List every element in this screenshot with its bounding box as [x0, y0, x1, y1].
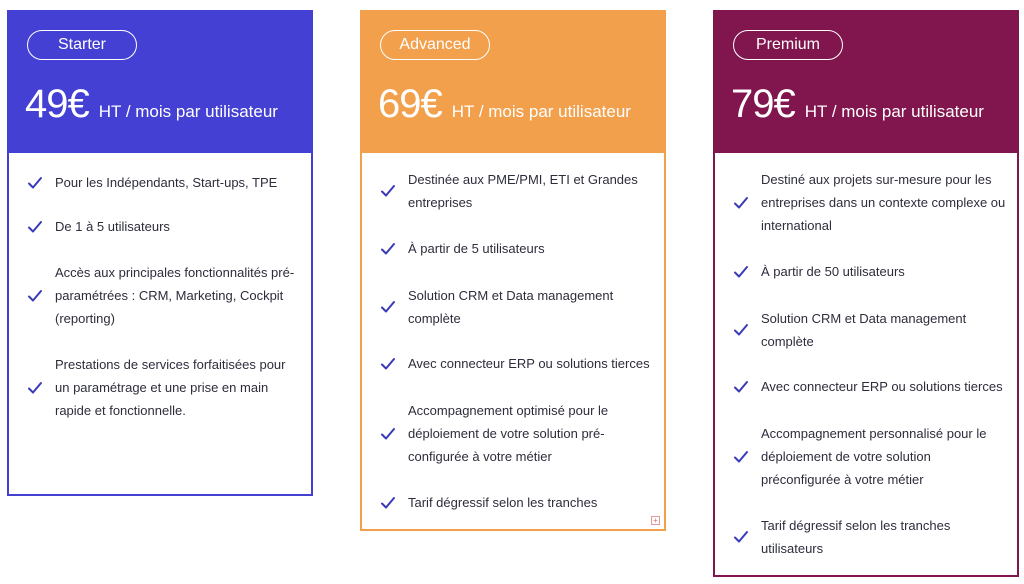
check-icon [380, 357, 396, 371]
pricing-card-advanced [360, 10, 666, 531]
check-icon [380, 427, 396, 441]
price-unit: HT / mois par utilisateur [451, 102, 631, 121]
check-icon [380, 496, 396, 510]
feature-list [9, 153, 311, 494]
feature-item [27, 353, 301, 422]
check-icon [733, 530, 749, 544]
feature-text: Pour les Indépendants, Start-ups, TPE [55, 175, 278, 190]
check-icon [733, 196, 749, 210]
feature-item [380, 399, 654, 468]
card-header [362, 12, 664, 153]
check-icon [733, 323, 749, 337]
feature-item [27, 261, 301, 330]
feature-text: Tarif dégressif selon les tranches utilisateurs [761, 518, 951, 556]
feature-text: Solution CRM et Data management complète [408, 288, 614, 326]
feature-text: Prestations de services forfaitisées pour un paramétrage et une prise en main rapide et fonctionnelle. [55, 357, 286, 418]
feature-item [733, 307, 1007, 353]
feature-text: À partir de 5 utilisateurs [408, 241, 545, 256]
feature-item [380, 352, 654, 375]
feature-list [362, 153, 664, 529]
check-icon [733, 380, 749, 394]
feature-item [733, 168, 1007, 237]
check-icon [27, 220, 43, 234]
feature-item [733, 514, 1007, 560]
price-amount: 69€ [378, 82, 442, 126]
price-unit: HT / mois par utilisateur [804, 102, 984, 121]
price-line [731, 82, 984, 127]
feature-list [715, 153, 1017, 575]
check-icon [27, 176, 43, 190]
feature-item [380, 284, 654, 330]
feature-item [380, 491, 654, 514]
feature-text: Destinée aux PME/PMI, ETI et Grandes entreprises [408, 172, 638, 210]
price-unit: HT / mois par utilisateur [98, 102, 278, 121]
check-icon [733, 265, 749, 279]
feature-text: Accompagnement personnalisé pour le déploiement de votre solution préconfigurée à votre métier [761, 426, 987, 487]
pricing-card-starter [7, 10, 313, 496]
feature-text: À partir de 50 utilisateurs [761, 264, 905, 279]
price-amount: 49€ [25, 82, 89, 126]
plan-badge-premium[interactable]: Premium [733, 30, 843, 60]
expand-icon[interactable]: + [651, 516, 660, 525]
feature-text: Accompagnement optimisé pour le déploiement de votre solution pré-configurée à votre métier [408, 403, 609, 464]
feature-text: Avec connecteur ERP ou solutions tierces [408, 356, 650, 371]
card-header [715, 12, 1017, 153]
check-icon [733, 450, 749, 464]
feature-item [733, 375, 1007, 398]
feature-text: Avec connecteur ERP ou solutions tierces [761, 379, 1003, 394]
feature-text: Accès aux principales fonctionnalités pré-paramétrées : CRM, Marketing, Cockpit (reporting) [55, 265, 295, 326]
feature-text: Destiné aux projets sur-mesure pour les entreprises dans un contexte complexe ou international [761, 172, 1006, 233]
feature-item [27, 171, 301, 194]
feature-item [27, 215, 301, 238]
plan-badge-starter[interactable]: Starter [27, 30, 137, 60]
feature-item [380, 168, 654, 214]
feature-text: Solution CRM et Data management complète [761, 311, 967, 349]
feature-text: De 1 à 5 utilisateurs [55, 219, 170, 234]
price-line [25, 82, 278, 127]
check-icon [27, 289, 43, 303]
check-icon [380, 184, 396, 198]
price-amount: 79€ [731, 82, 795, 126]
feature-item [733, 260, 1007, 283]
pricing-card-premium [713, 10, 1019, 577]
check-icon [380, 300, 396, 314]
check-icon [380, 242, 396, 256]
price-line [378, 82, 631, 127]
plan-badge-advanced[interactable]: Advanced [380, 30, 490, 60]
feature-text: Tarif dégressif selon les tranches [408, 495, 598, 510]
card-header [9, 12, 311, 153]
feature-item [733, 422, 1007, 491]
feature-item [380, 237, 654, 260]
check-icon [27, 381, 43, 395]
